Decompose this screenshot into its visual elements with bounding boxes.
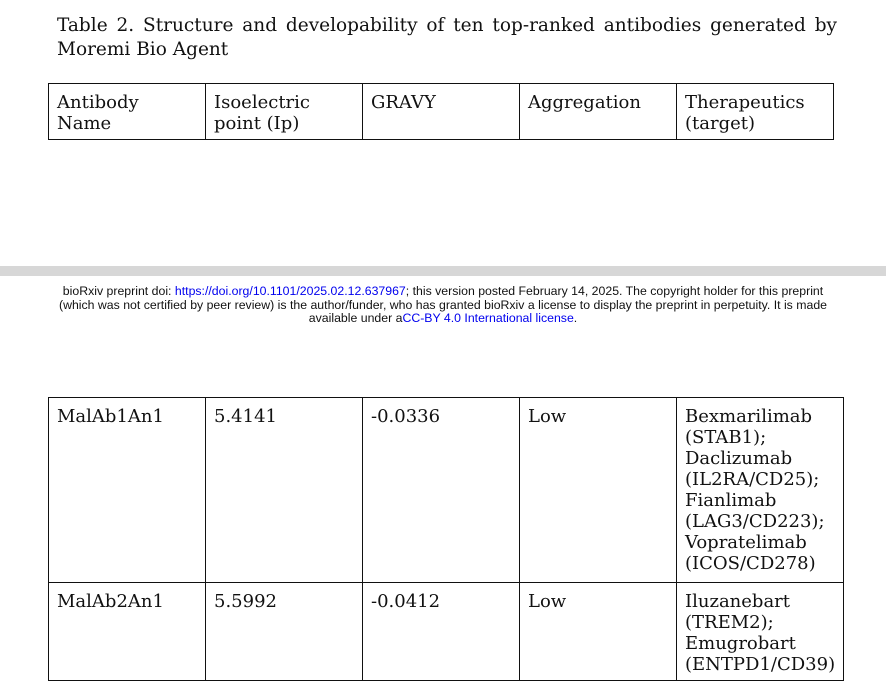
- notice-line-2: (which was not certified by peer review) is the author/funder, who has granted bioRxiv a license to display the preprint in perpetuity. It is made: [58, 297, 828, 312]
- table-caption: Table 2. Structure and developability of ten top-ranked antibodies generated by Moremi Bio Agent: [57, 15, 837, 60]
- table-header: [48, 83, 834, 140]
- cell-therapeutics: [677, 583, 844, 681]
- therapeutic-line: (ICOS/CD278): [685, 553, 816, 574]
- notice-line3-prefix: available under a: [308, 311, 403, 325]
- cell-gravy: -0.0412: [363, 583, 520, 681]
- table-body: [48, 397, 844, 681]
- notice-prefix: bioRxiv preprint doi:: [62, 284, 175, 298]
- header-isoelectric-point: Isoelectric point (Ip): [206, 84, 363, 140]
- cell-gravy: -0.0336: [363, 398, 520, 583]
- cell-isoelectric-point: 5.5992: [206, 583, 363, 681]
- notice-line-3: [0, 312, 886, 326]
- therapeutic-line: (LAG3/CD223);: [685, 511, 825, 532]
- therapeutic-line: Daclizumab: [685, 448, 793, 469]
- table-header-row: [49, 84, 834, 140]
- notice-line-1: [0, 285, 886, 299]
- cell-therapeutics: [677, 398, 844, 583]
- cell-aggregation: Low: [520, 398, 677, 583]
- table-row: [49, 583, 844, 681]
- therapeutic-line: Bexmarilimab: [685, 406, 813, 427]
- cell-isoelectric-point: 5.4141: [206, 398, 363, 583]
- therapeutic-line: (IL2RA/CD25);: [685, 469, 820, 490]
- therapeutic-line: (STAB1);: [685, 427, 767, 448]
- therapeutic-line: Emugrobart: [685, 633, 796, 654]
- page-break: [0, 266, 886, 276]
- table-row: [49, 398, 844, 583]
- doi-link[interactable]: https://doi.org/10.1101/2025.02.12.637967: [174, 284, 406, 298]
- page-top-section: [0, 0, 886, 266]
- therapeutic-line: Fianlimab: [685, 490, 777, 511]
- notice-line1-rest: ; this version posted February 14, 2025. The copyright holder for this preprint: [405, 284, 824, 298]
- header-aggregation: Aggregation: [520, 84, 677, 140]
- header-antibody-name: Antibody Name: [49, 84, 206, 140]
- header-therapeutics: Therapeutics (target): [677, 84, 834, 140]
- cell-antibody-name: MalAb1An1: [49, 398, 206, 583]
- license-link[interactable]: CC-BY 4.0 International license: [402, 311, 574, 325]
- cell-antibody-name: MalAb2An1: [49, 583, 206, 681]
- notice-line3-suffix: .: [573, 311, 578, 325]
- therapeutic-line: (ENTPD1/CD39): [685, 654, 836, 675]
- cell-aggregation: Low: [520, 583, 677, 681]
- therapeutic-line: Iluzanebart: [685, 591, 791, 612]
- header-gravy: GRAVY: [363, 84, 520, 140]
- biorxiv-notice: [0, 285, 886, 326]
- therapeutic-line: Vopratelimab: [685, 532, 807, 553]
- therapeutic-line: (TREM2);: [685, 612, 774, 633]
